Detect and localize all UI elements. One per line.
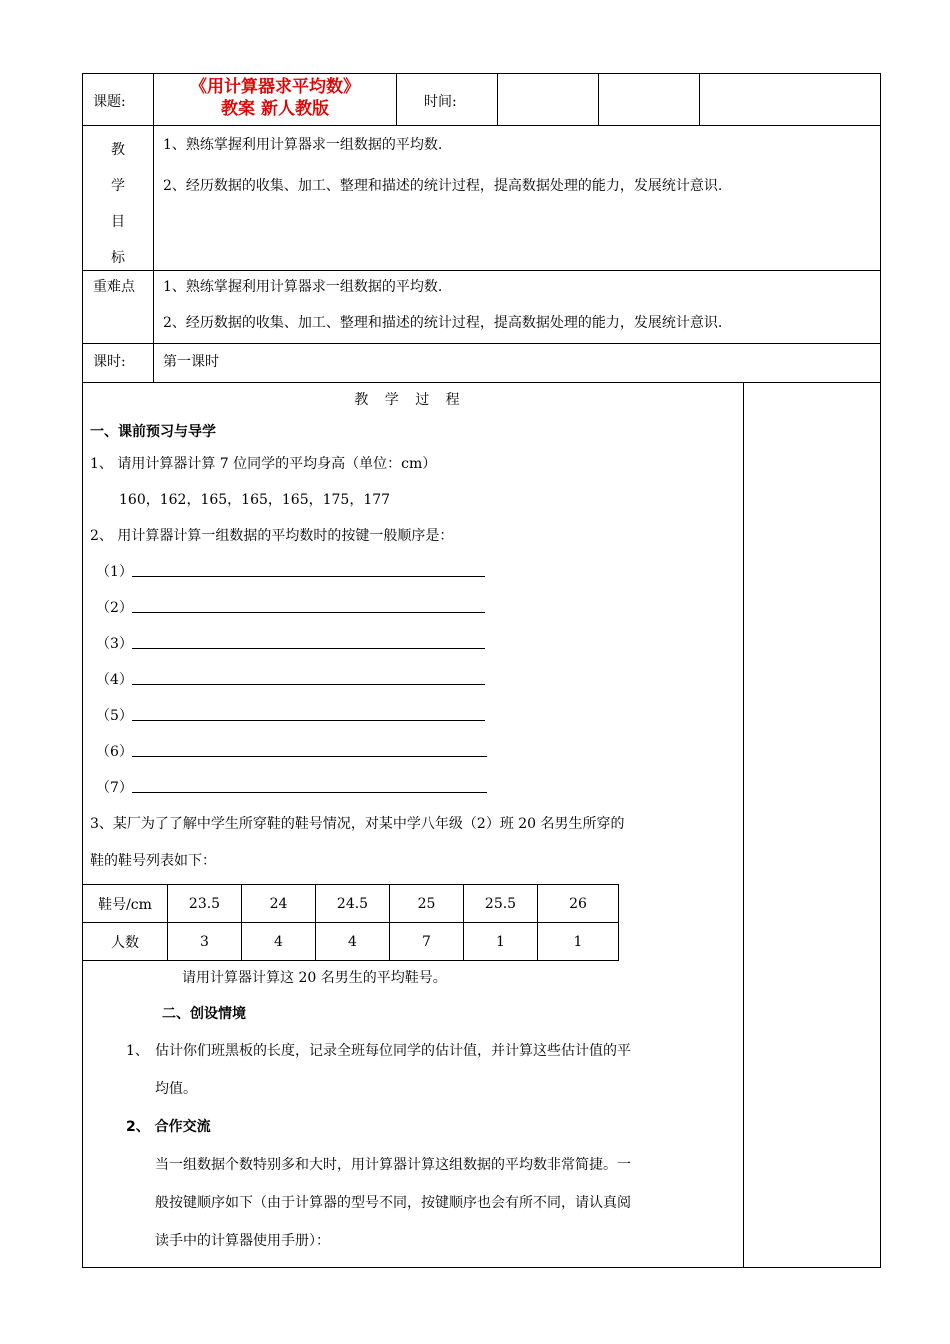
goals-label-char: 目 bbox=[111, 214, 125, 230]
lesson-title-line2: 教案 新人教版 bbox=[221, 99, 329, 119]
key-points-label: 重难点 bbox=[93, 279, 135, 295]
row-divider bbox=[82, 343, 881, 344]
period-value: 第一课时 bbox=[163, 354, 219, 370]
section-2-item-1-line2: 均值。 bbox=[155, 1081, 197, 1097]
step-blank[interactable] bbox=[132, 684, 485, 685]
notes-column-divider bbox=[743, 382, 744, 1268]
question-1-data: 160，162，165，165，165，175，177 bbox=[119, 492, 391, 508]
table-cell: 4 bbox=[242, 923, 316, 961]
key-point-item: 2、经历数据的收集、加工、整理和描述的统计过程，提高数据处理的能力，发展统计意识. bbox=[163, 315, 723, 331]
col-divider bbox=[497, 73, 498, 125]
goals-label bbox=[108, 132, 128, 276]
col-divider bbox=[598, 73, 599, 125]
goal-item: 1、熟练掌握利用计算器求一组数据的平均数. bbox=[163, 137, 443, 153]
question-1: 1、 请用计算器计算 7 位同学的平均身高（单位：cm） bbox=[90, 456, 437, 472]
step-label: （6） bbox=[96, 744, 133, 760]
row-divider bbox=[82, 382, 881, 383]
section-2-item-1-number: 1、 bbox=[126, 1043, 149, 1059]
table-header-cell: 人数 bbox=[83, 923, 168, 961]
step-blank[interactable] bbox=[132, 648, 485, 649]
step-blank[interactable] bbox=[132, 576, 485, 577]
table-cell: 1 bbox=[464, 923, 538, 961]
section-2-item-1-line1: 估计你们班黑板的长度，记录全班每位同学的估计值，并计算这些估计值的平 bbox=[155, 1043, 631, 1059]
key-point-item: 1、熟练掌握利用计算器求一组数据的平均数. bbox=[163, 279, 443, 295]
col-divider bbox=[396, 73, 397, 125]
goals-label-char: 学 bbox=[111, 178, 125, 194]
period-label: 课时: bbox=[93, 354, 126, 370]
table-cell: 7 bbox=[390, 923, 464, 961]
goals-label-char: 教 bbox=[111, 142, 125, 158]
step-label: （1） bbox=[96, 564, 133, 580]
step-blank[interactable] bbox=[132, 612, 485, 613]
step-label: （7） bbox=[96, 780, 133, 796]
col-divider bbox=[699, 73, 700, 125]
section-2-item-2: 2、 合作交流 bbox=[126, 1119, 211, 1135]
time-label: 时间: bbox=[424, 94, 457, 110]
topic-label: 课题: bbox=[93, 94, 126, 110]
step-blank[interactable] bbox=[132, 756, 487, 757]
row-divider bbox=[82, 125, 881, 126]
table-cell: 1 bbox=[538, 923, 619, 961]
paragraph-line: 当一组数据个数特别多和大时，用计算器计算这组数据的平均数非常简捷。一 bbox=[155, 1157, 631, 1173]
step-label: （5） bbox=[96, 708, 133, 724]
question-3-line2: 鞋的鞋号列表如下： bbox=[90, 853, 216, 869]
table-row bbox=[83, 923, 619, 961]
paragraph-line: 般按键顺序如下（由于计算器的型号不同，按键顺序也会有所不同，请认真阅 bbox=[155, 1195, 631, 1211]
step-blank[interactable] bbox=[132, 792, 487, 793]
table-row bbox=[83, 885, 619, 923]
goals-label-char: 标 bbox=[111, 250, 125, 266]
table-cell: 3 bbox=[168, 923, 242, 961]
table-cell: 24 bbox=[242, 885, 316, 923]
question-3-task: 请用计算器计算这 20 名男生的平均鞋号。 bbox=[182, 970, 447, 986]
table-cell: 25 bbox=[390, 885, 464, 923]
paragraph-line: 读手中的计算器使用手册）： bbox=[155, 1233, 330, 1249]
question-2: 2、 用计算器计算一组数据的平均数时的按键一般顺序是： bbox=[90, 528, 454, 544]
question-3-line1: 3、某厂为了了解中学生所穿鞋的鞋号情况，对某中学八年级（2）班 20 名男生所穿的 bbox=[90, 816, 625, 832]
table-header-cell: 鞋号/cm bbox=[83, 885, 168, 923]
col-divider bbox=[153, 73, 154, 382]
table-cell: 24.5 bbox=[316, 885, 390, 923]
lesson-title bbox=[160, 76, 390, 120]
table-cell: 26 bbox=[538, 885, 619, 923]
shoe-size-table bbox=[82, 884, 619, 961]
step-label: （3） bbox=[96, 636, 133, 652]
step-label: （4） bbox=[96, 672, 133, 688]
lesson-title-line1: 《用计算器求平均数》 bbox=[190, 77, 360, 97]
lesson-plan-frame bbox=[82, 73, 881, 1268]
table-cell: 25.5 bbox=[464, 885, 538, 923]
step-blank[interactable] bbox=[132, 720, 485, 721]
process-heading: 教 学 过 程 bbox=[354, 392, 466, 408]
table-cell: 23.5 bbox=[168, 885, 242, 923]
step-label: （2） bbox=[96, 600, 133, 616]
row-divider bbox=[82, 270, 881, 271]
goal-item: 2、经历数据的收集、加工、整理和描述的统计过程，提高数据处理的能力，发展统计意识. bbox=[163, 178, 723, 194]
section-2-heading: 二、创设情境 bbox=[162, 1006, 246, 1022]
table-cell: 4 bbox=[316, 923, 390, 961]
section-1-heading: 一、课前预习与导学 bbox=[90, 424, 216, 440]
